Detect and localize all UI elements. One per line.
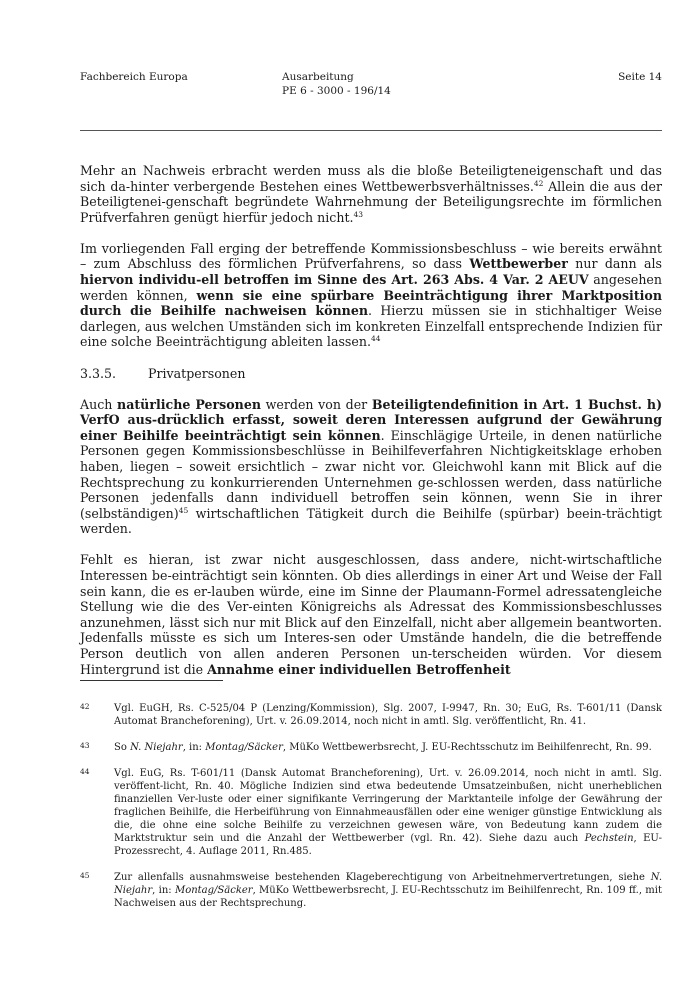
footnote-43 <box>80 741 662 754</box>
document-type: Ausarbeitung <box>282 71 354 83</box>
footnote-text <box>114 767 662 858</box>
footnote-segment: Vgl. EuG, Rs. T-601/11 (Dansk Automat Brancheforening), Urt. v. 26.09.2014, noch nicht in amtl. Slg. veröffent-licht, Rn. 40. Mögliche Indizien sind etwa bedeutende Umsatzeinbußen, nicht unerheblichen finanziellen Ver-luste oder einer signifikante Verringerung der Marktanteile infolge der Gewährung der fraglichen Beihilfe, die Herbeiführung von Einnahmeausfällen oder eine weniger günstige Entwicklung als die, die ohne eine solche Beihilfe zu verzeichnen gewesen wäre, von Bedeutung kann zudem die Marktstruktur sein und die Anzahl der Wettbewerber (vgl. Rn. 42). Siehe dazu auch <box>114 768 662 844</box>
paragraph-text: nur dann als <box>567 256 662 272</box>
paragraph-text: Allein die aus der Beteiligtenei-genschaft begründete Wahrnehmung der Beteiligungsrechte im förmlichen Prüfverfahren genügt hierfür jedoch nicht. <box>80 178 662 225</box>
paragraph-text: . Einschlägige Urteile, in denen natürliche Personen gegen Kommissionsbeschlüsse in Beihilfeverfahren Nichtigkeitsklage erhoben haben, liegen – soweit ersichtlich – zwar nicht vor. Gleichwohl kann mit Blick auf die Rechtsprechung zu konkurrierenden Unternehmen ge-schlossen werden, dass natürliche Personen jedenfalls dann individuell betroffen sein können, wenn Sie in ihrer (selbständigen) <box>80 427 662 521</box>
footnote-segment: Zur allenfalls ausnahmsweise bestehenden Klageberechtigung von Arbeitnehmervertretungen, siehe <box>114 872 651 883</box>
footnote-divider <box>80 680 223 681</box>
bold-text: natürliche Personen <box>117 396 261 412</box>
paragraph-3 <box>80 397 662 537</box>
paragraph-text: werden von der <box>261 396 372 412</box>
footnote-segment: , in: <box>182 742 206 753</box>
footnote-ref-45[interactable]: 45 <box>178 505 189 515</box>
department-label: Fachbereich Europa <box>80 71 188 83</box>
footnote-ref-42[interactable]: 42 <box>533 178 544 188</box>
paragraph-text: Auch <box>80 396 118 412</box>
footnote-text: Vgl. EuGH, Rs. C-525/04 P (Lenzing/Kommission), Slg. 2007, I-9947, Rn. 30; EuG, Rs. T-601/11 (Dansk Automat Brancheforening), Urt. v. 26.09.2014, noch nicht in amtl. Slg. veröffentlicht, Rn. 41. <box>114 703 662 727</box>
section-heading <box>80 366 662 382</box>
author-name: Pechstein <box>584 833 634 844</box>
footnote-ref-43[interactable]: 43 <box>353 209 364 219</box>
author-name: N. Niejahr <box>130 742 183 753</box>
section-number: 3.3.5. <box>80 365 117 381</box>
footnote-number: 43 <box>80 741 90 750</box>
footnote-segment: , in: <box>152 885 175 896</box>
document-reference <box>282 70 391 98</box>
footnote-ref-44[interactable]: 44 <box>370 334 381 344</box>
paragraph-text: Im vorliegenden Fall erging der betreffende Kommissionsbeschluss – wie bereits erwähnt – zum Abschluss des förmlichen Prüfverfahrens, so dass <box>80 240 662 272</box>
footnote-number: 45 <box>80 871 90 880</box>
footnotes <box>80 702 662 923</box>
paragraph-text: . Hierzu müssen sie in stichhaltiger Weise darlegen, aus welchen Umständen sich im konkreten Einzelfall entsprechende Indizien für eine solche Beeinträchtigung ableiten lassen. <box>80 303 662 350</box>
paragraph-text: wirtschaftlichen Tätigkeit durch die Beihilfe (spürbar) beein-trächtigt werden. <box>80 505 662 537</box>
paragraph-text: angesehen werden können, <box>80 272 662 303</box>
page-header <box>80 70 662 110</box>
paragraph-2 <box>80 241 662 350</box>
footnote-segment: So <box>114 742 131 753</box>
document-number: PE 6 - 3000 - 196/14 <box>282 85 391 97</box>
footnote-45 <box>80 871 662 910</box>
footnote-number: 42 <box>80 702 90 711</box>
footnote-text <box>114 871 662 910</box>
editor-names: Montag/Säcker <box>205 742 283 753</box>
main-text <box>80 163 662 693</box>
bold-text: wenn sie eine spürbare Beeinträchtigung ihrer Marktposition durch die Beihilfe nachweisen können <box>80 287 662 319</box>
bold-text: Annahme einer individuellen Betroffenheit <box>207 661 511 677</box>
editor-names: Montag/Säcker <box>174 885 253 896</box>
footnote-segment: , MüKo Wettbewerbsrecht, J. EU-Rechtsschutz im Beihilfenrecht, Rn. 109 ff., mit Nachweisen aus der Rechtsprechung. <box>114 885 663 909</box>
footnote-text <box>114 741 662 754</box>
section-title: Privatpersonen <box>148 365 246 381</box>
bold-text: hiervon individu-ell betroffen im Sinne des Art. 263 Abs. 4 Var. 2 AEUV <box>80 272 589 288</box>
footnote-segment: , EU-Prozessrecht, 4. Auflage 2011, Rn.485. <box>114 833 663 857</box>
paragraph-text: Mehr an Nachweis erbracht werden muss als die bloße Beteiligteneigenschaft und das sich da-hinter verbergende Bestehen eines Wettbewerbsverhältnisses. <box>80 163 662 194</box>
paragraph-text: Fehlt es hieran, ist zwar nicht ausgeschlossen, dass andere, nicht-wirtschaftliche Interessen be-einträchtigt sein könnten. Ob dies allerdings in einer Art und Weise der Fall sein kann, die es er-lauben würde, eine im Sinne der Plaumann-Formel adressatengleiche Stellung wie die des Ver-einten Königreichs als Adressat des Kommissionsbeschlusses anzunehmen, lässt sich nur mit Blick auf den Einzelfall, nicht aber allgemein beantworten. Jedenfalls müsste es sich um Interes-sen oder Umstände handeln, die die betreffende Person deutlich von allen anderen Personen un-terscheiden würden. Vor diesem Hintergrund ist die <box>80 552 662 677</box>
header-divider <box>80 130 662 131</box>
author-name: N. Niejahr <box>114 872 662 896</box>
footnote-segment: , MüKo Wettbewerbsrecht, J. EU-Rechtsschutz im Beihilfenrecht, Rn. 99. <box>282 742 652 753</box>
footnote-44 <box>80 767 662 858</box>
footnote-42 <box>80 702 662 728</box>
footnote-number: 44 <box>80 767 90 776</box>
paragraph-1 <box>80 163 662 225</box>
page-number: Seite 14 <box>618 71 662 83</box>
bold-text: Beteiligtendefinition in Art. 1 Buchst. h) VerfO aus-drücklich erfasst, soweit deren Interessen aufgrund der Gewährung einer Beihilfe beeinträchtigt sein können <box>80 396 663 443</box>
paragraph-4 <box>80 552 662 677</box>
bold-text: Wettbewerber <box>469 256 568 272</box>
